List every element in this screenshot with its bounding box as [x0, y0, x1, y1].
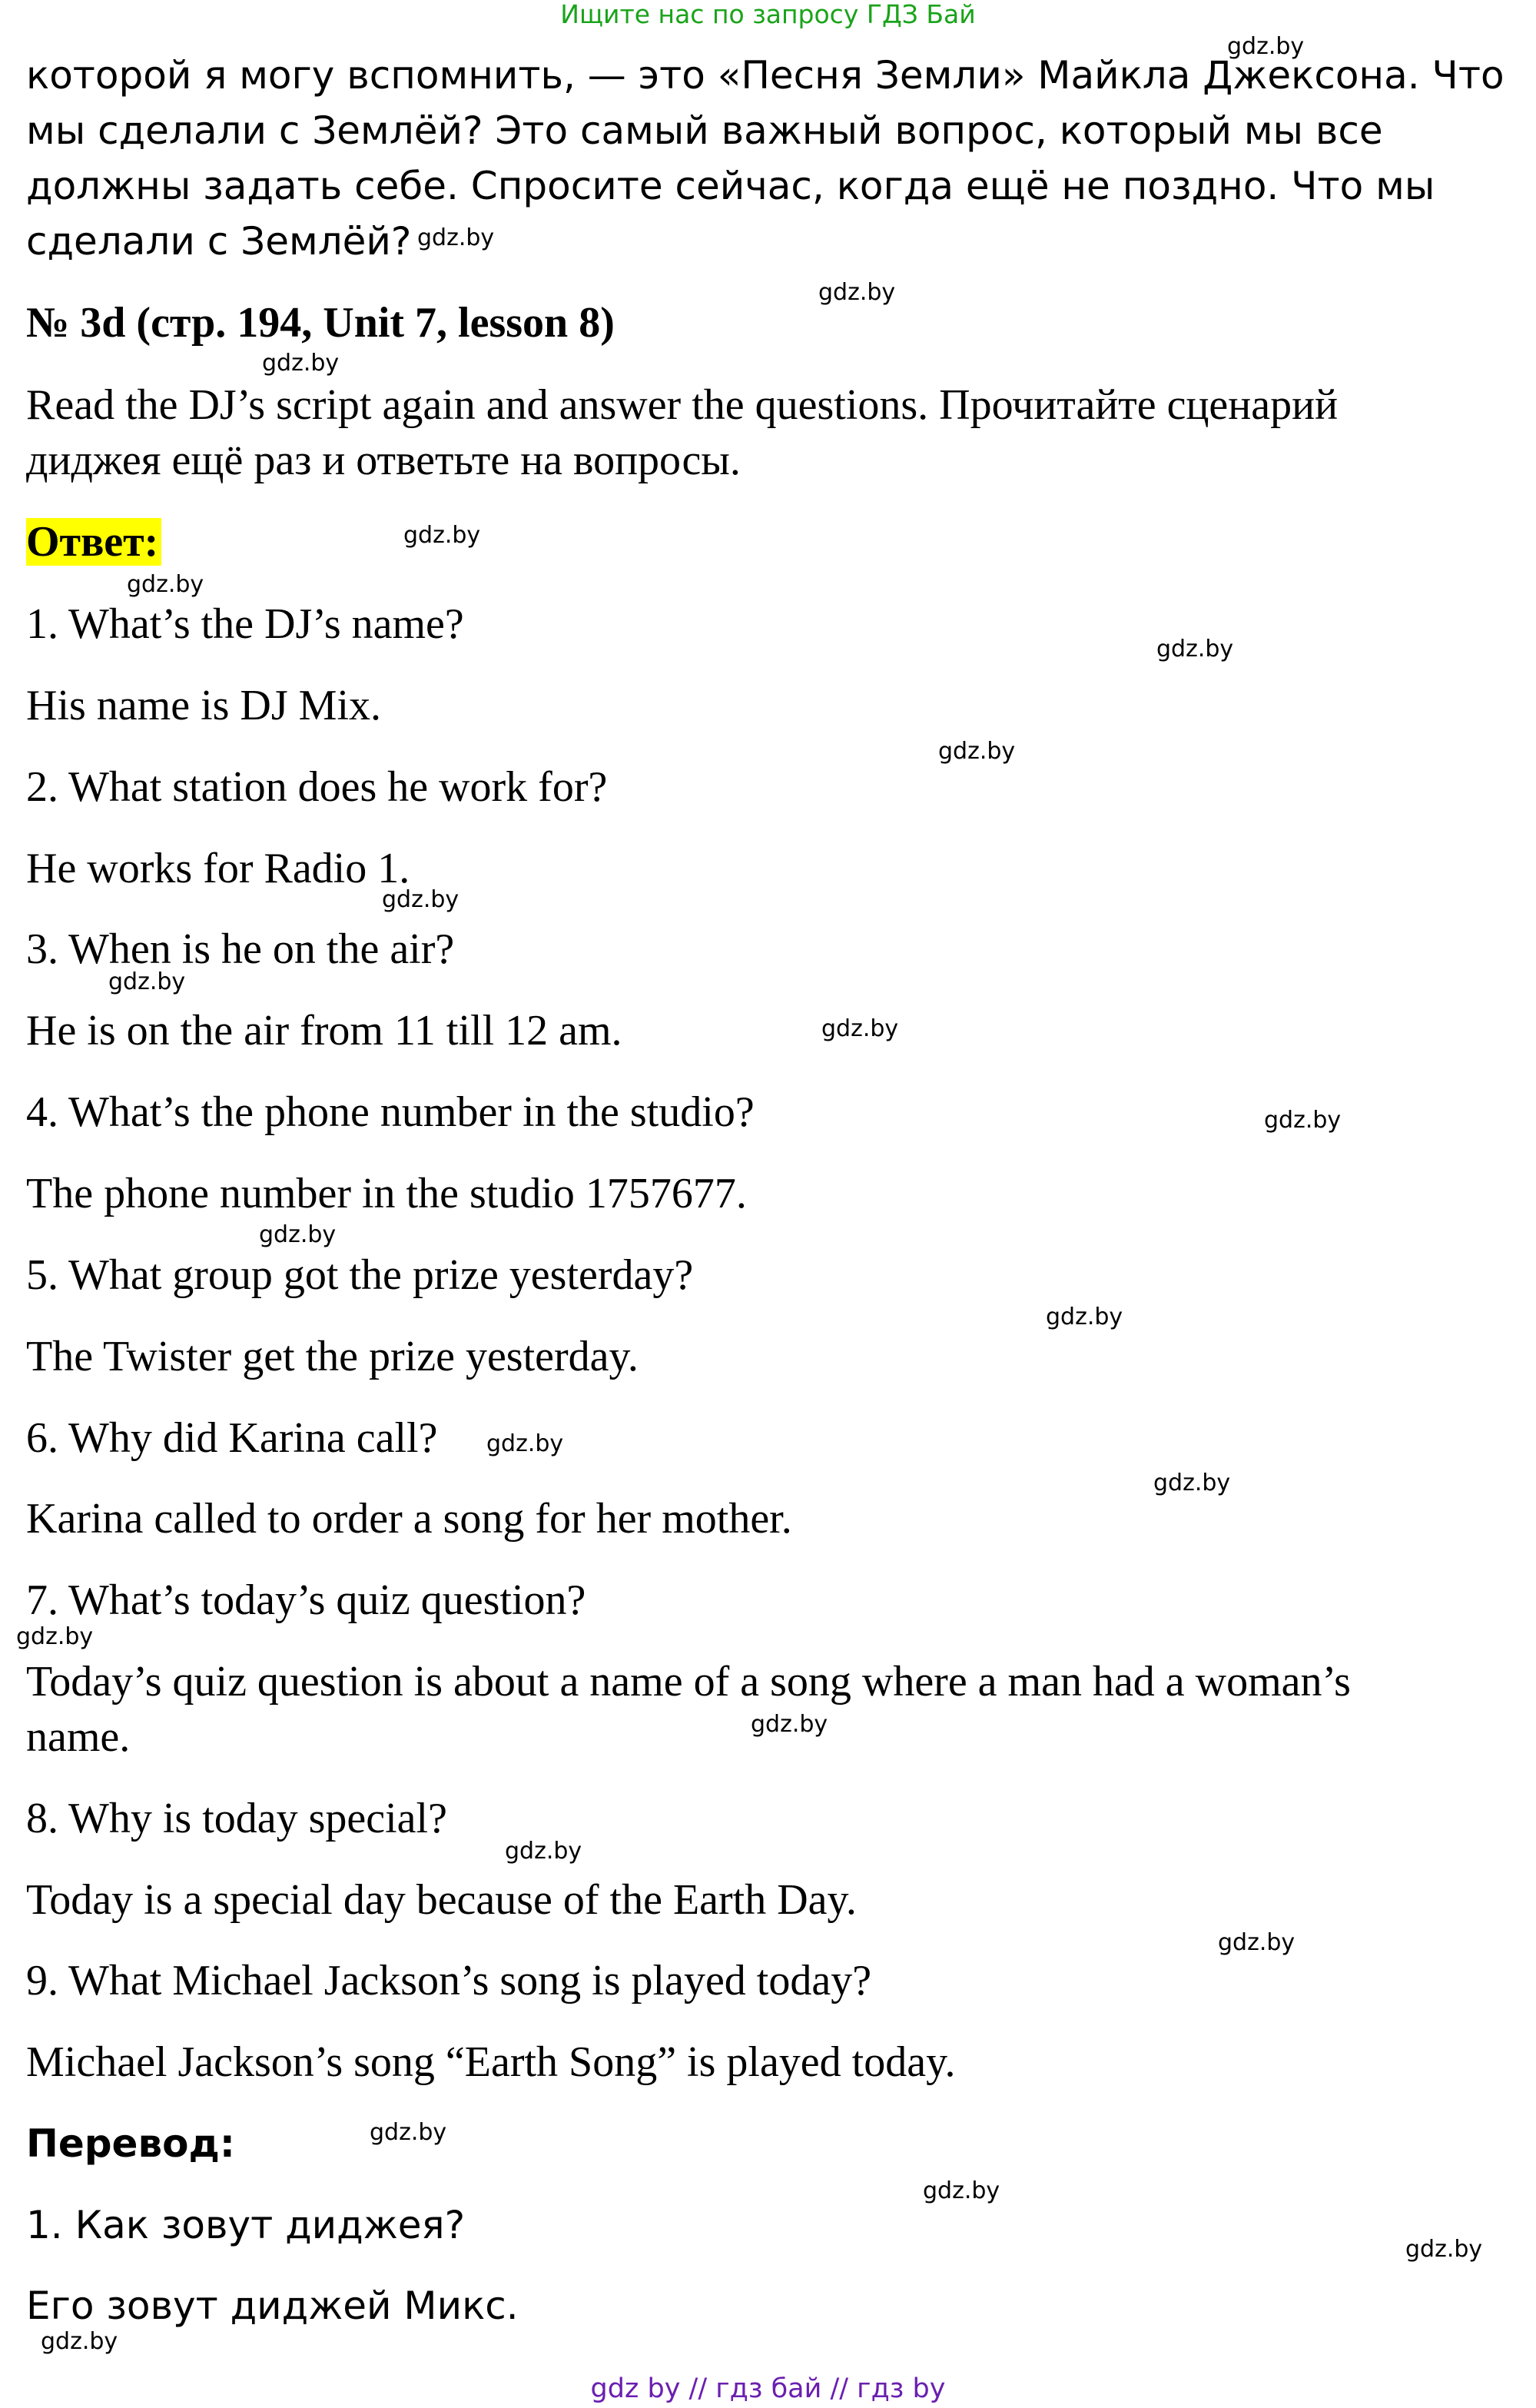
question-5: 5. What group got the prize yesterday?	[26, 1251, 694, 1299]
watermark: gdz.by	[923, 2177, 1000, 2204]
question-8: 8. Why is today special?	[26, 1795, 447, 1842]
watermark: gdz.by	[818, 279, 896, 306]
watermark: gdz.by	[1405, 2236, 1483, 2263]
watermark: gdz.by	[751, 1711, 828, 1738]
translation-label: Перевод:	[26, 2121, 235, 2166]
answer-7-line-1: Today’s quiz question is about a name of a song where a man had a woman’s	[26, 1658, 1351, 1706]
watermark: gdz.by	[486, 1430, 564, 1457]
footer-links: gdz by // гдз бай // гдз by	[590, 2373, 946, 2404]
watermark: gdz.by	[370, 2119, 447, 2146]
watermark: gdz.by	[1046, 1304, 1123, 1330]
watermark: gdz.by	[1156, 636, 1234, 663]
answer-1: His name is DJ Mix.	[26, 682, 381, 729]
watermark: gdz.by	[1264, 1107, 1342, 1134]
question-9: 9. What Michael Jackson’s song is played today?	[26, 1957, 872, 2004]
watermark: gdz.by	[417, 224, 495, 251]
watermark: gdz.by	[1218, 1929, 1295, 1956]
answer-4: The phone number in the studio 1757677.	[26, 1170, 747, 1217]
watermark: gdz.by	[262, 350, 340, 377]
watermark: gdz.by	[938, 738, 1016, 765]
task-line-1: Read the DJ’s script again and answer the questions. Прочитайте сценарий	[26, 381, 1339, 429]
watermark: gdz.by	[16, 1623, 94, 1650]
question-4: 4. What’s the phone number in the studio?	[26, 1088, 755, 1136]
watermark: gdz.by	[382, 886, 459, 913]
watermark: gdz.by	[127, 571, 204, 598]
task-line-2: диджея ещё раз и ответьте на вопросы.	[26, 437, 741, 484]
watermark: gdz.by	[108, 968, 186, 995]
answer-8: Today is a special day because of the Earth Day.	[26, 1876, 857, 1924]
watermark: gdz.by	[1227, 33, 1305, 60]
intro-line-3: должны задать себе. Спросите сейчас, когда ещё не поздно. Что мы	[26, 164, 1435, 208]
question-3: 3. When is he on the air?	[26, 925, 455, 973]
question-1: 1. What’s the DJ’s name?	[26, 600, 464, 648]
intro-line-4: сделали с Землёй?	[26, 219, 412, 264]
watermark: gdz.by	[821, 1015, 899, 1042]
answer-label: Ответ:	[26, 517, 161, 566]
answer-6: Karina called to order a song for her mother.	[26, 1495, 792, 1543]
watermark: gdz.by	[403, 522, 481, 549]
intro-line-1: которой я могу вспомнить, — это «Песня Земли» Майкла Джексона. Что	[26, 53, 1504, 98]
watermark: gdz.by	[1153, 1470, 1231, 1496]
answer-2: He works for Radio 1.	[26, 845, 410, 892]
exercise-title: № 3d (стр. 194, Unit 7, lesson 8)	[26, 299, 615, 347]
answer-5: The Twister get the prize yesterday.	[26, 1333, 639, 1380]
watermark: gdz.by	[259, 1221, 337, 1248]
answer-9: Michael Jackson’s song “Earth Song” is played today.	[26, 2038, 956, 2086]
translation-answer-1: Его зовут диджей Микс.	[26, 2283, 519, 2328]
top-banner: Ищите нас по запросу ГДЗ Бай	[560, 0, 976, 29]
watermark: gdz.by	[41, 2328, 118, 2355]
answer-7-line-2: name.	[26, 1713, 131, 1761]
question-7: 7. What’s today’s quiz question?	[26, 1576, 586, 1624]
watermark: gdz.by	[505, 1838, 582, 1865]
intro-line-2: мы сделали с Землёй? Это самый важный вопрос, который мы все	[26, 108, 1383, 153]
question-6: 6. Why did Karina call?	[26, 1414, 438, 1462]
answer-3: He is on the air from 11 till 12 am.	[26, 1007, 622, 1055]
question-2: 2. What station does he work for?	[26, 763, 608, 811]
translation-question-1: 1. Как зовут диджея?	[26, 2203, 466, 2247]
